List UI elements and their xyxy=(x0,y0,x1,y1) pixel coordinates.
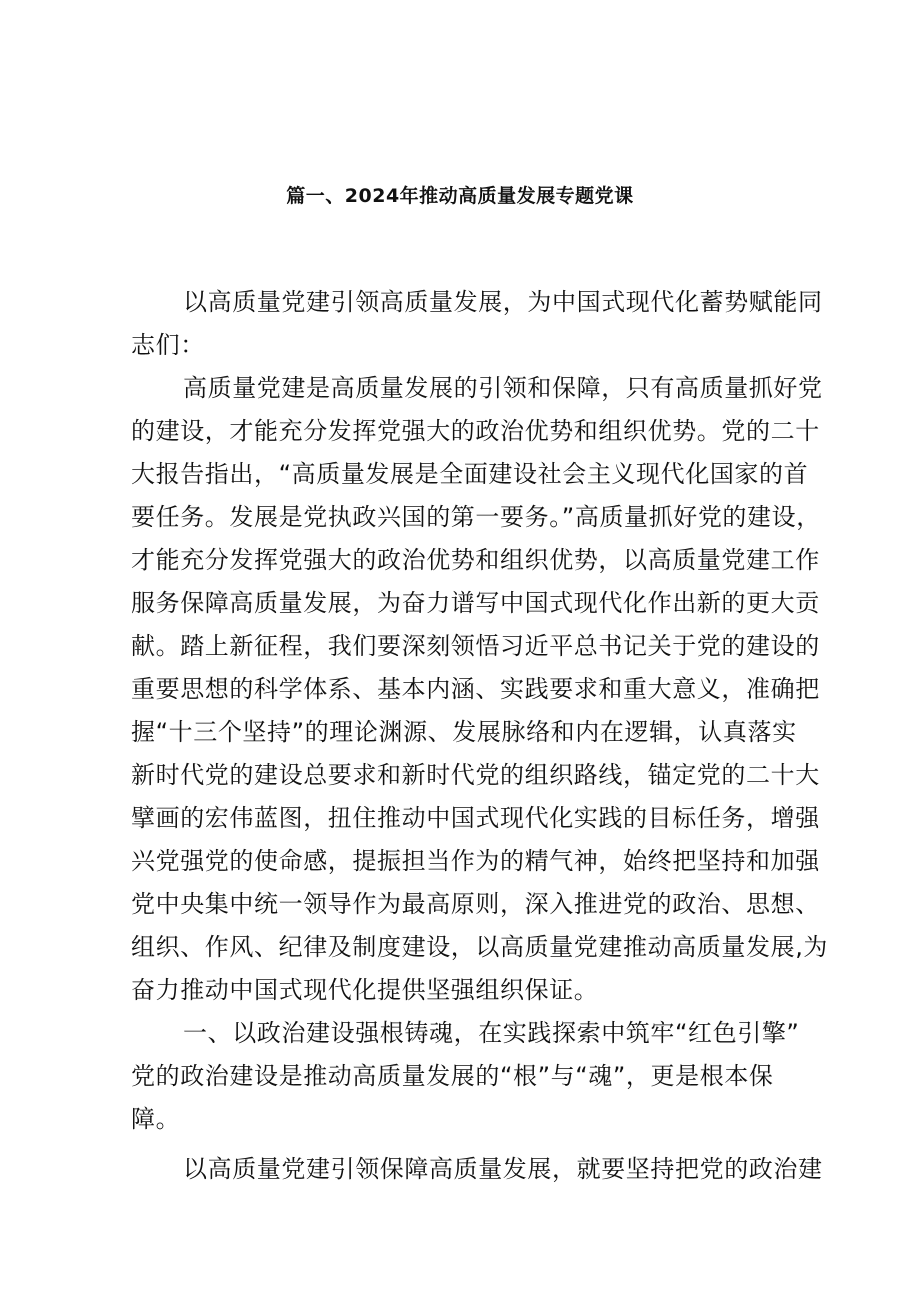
paragraph-line: 的建设，才能充分发挥党强大的政治优势和组织优势。党的二十 xyxy=(131,417,820,445)
paragraph-line: 服务保障高质量发展，为奋力谱写中国式现代化作出新的更大贡 xyxy=(131,589,820,617)
paragraph-line: 以高质量党建引领高质量发展，为中国式现代化蓄势赋能同 xyxy=(183,288,823,316)
paragraph-line: 新时代党的建设总要求和新时代党的组织路线，锚定党的二十大 xyxy=(131,761,820,789)
paragraph-line: 要任务。发展是党执政兴国的第一要务。”高质量抓好党的建设， xyxy=(131,503,821,531)
paragraph-line: 奋力推动中国式现代化提供坚强组织保证。 xyxy=(131,976,599,1004)
paragraph-line: 大报告指出，“高质量发展是全面建设社会主义现代化国家的首 xyxy=(131,460,809,488)
paragraph-line: 以高质量党建引领保障高质量发展，就要坚持把党的政治建 xyxy=(183,1155,823,1183)
paragraph-line: 障。 xyxy=(131,1105,181,1133)
paragraph-line: 志们： xyxy=(131,331,205,359)
paragraph-line: 组织、作风、纪律及制度建设，以高质量党建推动高质量发展,为 xyxy=(131,933,829,961)
paragraph-line: 献。踏上新征程，我们要深刻领悟习近平总书记关于党的建设的 xyxy=(131,632,820,660)
paragraph-line: 党中央集中统一领导作为最高原则，深入推进党的政治、思想、 xyxy=(131,890,820,918)
paragraph-line: 党的政治建设是推动高质量发展的“根”与“魂”，更是根本保 xyxy=(131,1062,774,1090)
paragraph-line: 高质量党建是高质量发展的引领和保障，只有高质量抓好党 xyxy=(183,374,823,402)
paragraph-line: 擘画的宏伟蓝图，扭住推动中国式现代化实践的目标任务，增强 xyxy=(131,804,820,832)
section-heading-line: 一、以政治建设强根铸魂，在实践探索中筑牢“红色引擎” xyxy=(183,1019,800,1047)
paragraph-line: 兴党强党的使命感，提振担当作为的精气神，始终把坚持和加强 xyxy=(131,847,820,875)
paragraph-line: 握“十三个坚持”的理论渊源、发展脉络和内在逻辑，认真落实 xyxy=(131,718,797,746)
document-title: 篇一、2024年推动高质量发展专题党课 xyxy=(286,185,634,207)
paragraph-line: 重要思想的科学体系、基本内涵、实践要求和重大意义，准确把 xyxy=(131,675,820,703)
paragraph-line: 才能充分发挥党强大的政治优势和组织优势，以高质量党建工作 xyxy=(131,546,820,574)
